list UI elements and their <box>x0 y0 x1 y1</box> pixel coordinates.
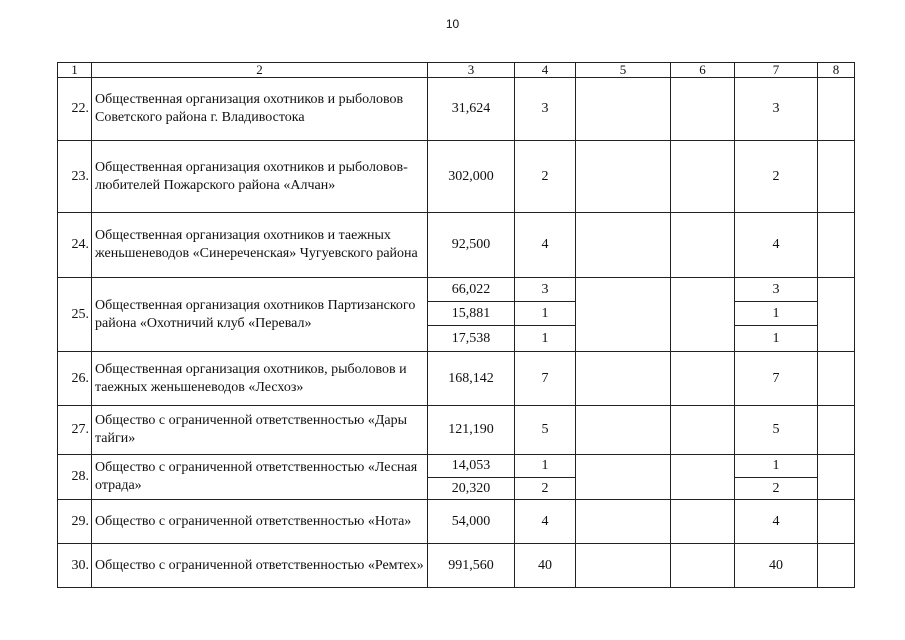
organization-name: Общество с ограниченной ответственностью «Лесная отрада» <box>92 455 428 500</box>
col-4-value: 7 <box>515 352 576 406</box>
col-4-value: 2 <box>515 141 576 213</box>
col-8-empty <box>818 78 855 141</box>
area-value: 14,053 <box>428 455 515 478</box>
col-7-value: 4 <box>735 213 818 278</box>
header-col-4: 4 <box>515 63 576 78</box>
header-col-7: 7 <box>735 63 818 78</box>
col-4-value: 3 <box>515 278 576 302</box>
header-col-8: 8 <box>818 63 855 78</box>
organization-name: Общество с ограниченной ответственностью «Дары тайги» <box>92 406 428 455</box>
col-6-empty <box>671 544 735 588</box>
header-col-6: 6 <box>671 63 735 78</box>
organization-name: Общественная организация охотников Партизанского района «Охотничий клуб «Перевал» <box>92 278 428 352</box>
col-7-value: 1 <box>735 302 818 326</box>
col-6-empty <box>671 78 735 141</box>
hunting-areas-table <box>57 62 855 588</box>
col-4-value: 1 <box>515 302 576 326</box>
organization-name: Общественная организация охотников и рыболовов Советского района г. Владивостока <box>92 78 428 141</box>
organization-name: Общество с ограниченной ответственностью «Ремтех» <box>92 544 428 588</box>
table-row <box>58 278 855 302</box>
page-number: 10 <box>445 17 460 31</box>
col-4-value: 1 <box>515 455 576 478</box>
col-4-value: 1 <box>515 326 576 352</box>
col-4-value: 5 <box>515 406 576 455</box>
col-7-value: 1 <box>735 326 818 352</box>
col-7-value: 4 <box>735 500 818 544</box>
col-5-empty <box>576 278 671 352</box>
table-row <box>58 455 855 478</box>
area-value: 17,538 <box>428 326 515 352</box>
table-row <box>58 406 855 455</box>
area-value: 31,624 <box>428 78 515 141</box>
table-row <box>58 213 855 278</box>
col-5-empty <box>576 141 671 213</box>
col-8-empty <box>818 500 855 544</box>
col-5-empty <box>576 213 671 278</box>
row-number: 28. <box>58 455 92 500</box>
table-row <box>58 352 855 406</box>
col-6-empty <box>671 213 735 278</box>
table-row <box>58 500 855 544</box>
area-value: 121,190 <box>428 406 515 455</box>
col-7-value: 7 <box>735 352 818 406</box>
col-4-value: 40 <box>515 544 576 588</box>
col-8-empty <box>818 278 855 352</box>
col-7-value: 3 <box>735 278 818 302</box>
col-7-value: 2 <box>735 141 818 213</box>
area-value: 991,560 <box>428 544 515 588</box>
col-7-value: 40 <box>735 544 818 588</box>
area-value: 20,320 <box>428 478 515 500</box>
col-7-value: 5 <box>735 406 818 455</box>
row-number: 25. <box>58 278 92 352</box>
header-col-3: 3 <box>428 63 515 78</box>
area-value: 54,000 <box>428 500 515 544</box>
area-value: 168,142 <box>428 352 515 406</box>
col-5-empty <box>576 78 671 141</box>
col-7-value: 3 <box>735 78 818 141</box>
col-5-empty <box>576 544 671 588</box>
col-8-empty <box>818 544 855 588</box>
col-4-value: 4 <box>515 213 576 278</box>
table-row <box>58 78 855 141</box>
row-number: 22. <box>58 78 92 141</box>
header-col-1: 1 <box>58 63 92 78</box>
col-8-empty <box>818 455 855 500</box>
table-row <box>58 141 855 213</box>
col-6-empty <box>671 406 735 455</box>
header-col-2: 2 <box>92 63 428 78</box>
row-number: 27. <box>58 406 92 455</box>
col-8-empty <box>818 141 855 213</box>
col-7-value: 1 <box>735 455 818 478</box>
col-8-empty <box>818 406 855 455</box>
area-value: 66,022 <box>428 278 515 302</box>
row-number: 29. <box>58 500 92 544</box>
col-5-empty <box>576 455 671 500</box>
header-col-5: 5 <box>576 63 671 78</box>
col-6-empty <box>671 352 735 406</box>
organization-name: Общество с ограниченной ответственностью «Нота» <box>92 500 428 544</box>
col-5-empty <box>576 500 671 544</box>
col-8-empty <box>818 213 855 278</box>
area-value: 92,500 <box>428 213 515 278</box>
col-6-empty <box>671 455 735 500</box>
row-number: 26. <box>58 352 92 406</box>
col-6-empty <box>671 278 735 352</box>
col-4-value: 2 <box>515 478 576 500</box>
row-number: 30. <box>58 544 92 588</box>
col-5-empty <box>576 352 671 406</box>
organization-name: Общественная организация охотников и таежных женьшеневодов «Синереченская» Чугуевского района <box>92 213 428 278</box>
area-value: 302,000 <box>428 141 515 213</box>
organization-name: Общественная организация охотников и рыболовов-любителей Пожарского района «Алчан» <box>92 141 428 213</box>
col-6-empty <box>671 141 735 213</box>
organization-name: Общественная организация охотников, рыболовов и таежных женьшеневодов «Лесхоз» <box>92 352 428 406</box>
header-row <box>58 63 855 78</box>
col-6-empty <box>671 500 735 544</box>
col-4-value: 3 <box>515 78 576 141</box>
col-8-empty <box>818 352 855 406</box>
table-row <box>58 544 855 588</box>
col-5-empty <box>576 406 671 455</box>
col-4-value: 4 <box>515 500 576 544</box>
row-number: 23. <box>58 141 92 213</box>
col-7-value: 2 <box>735 478 818 500</box>
area-value: 15,881 <box>428 302 515 326</box>
row-number: 24. <box>58 213 92 278</box>
